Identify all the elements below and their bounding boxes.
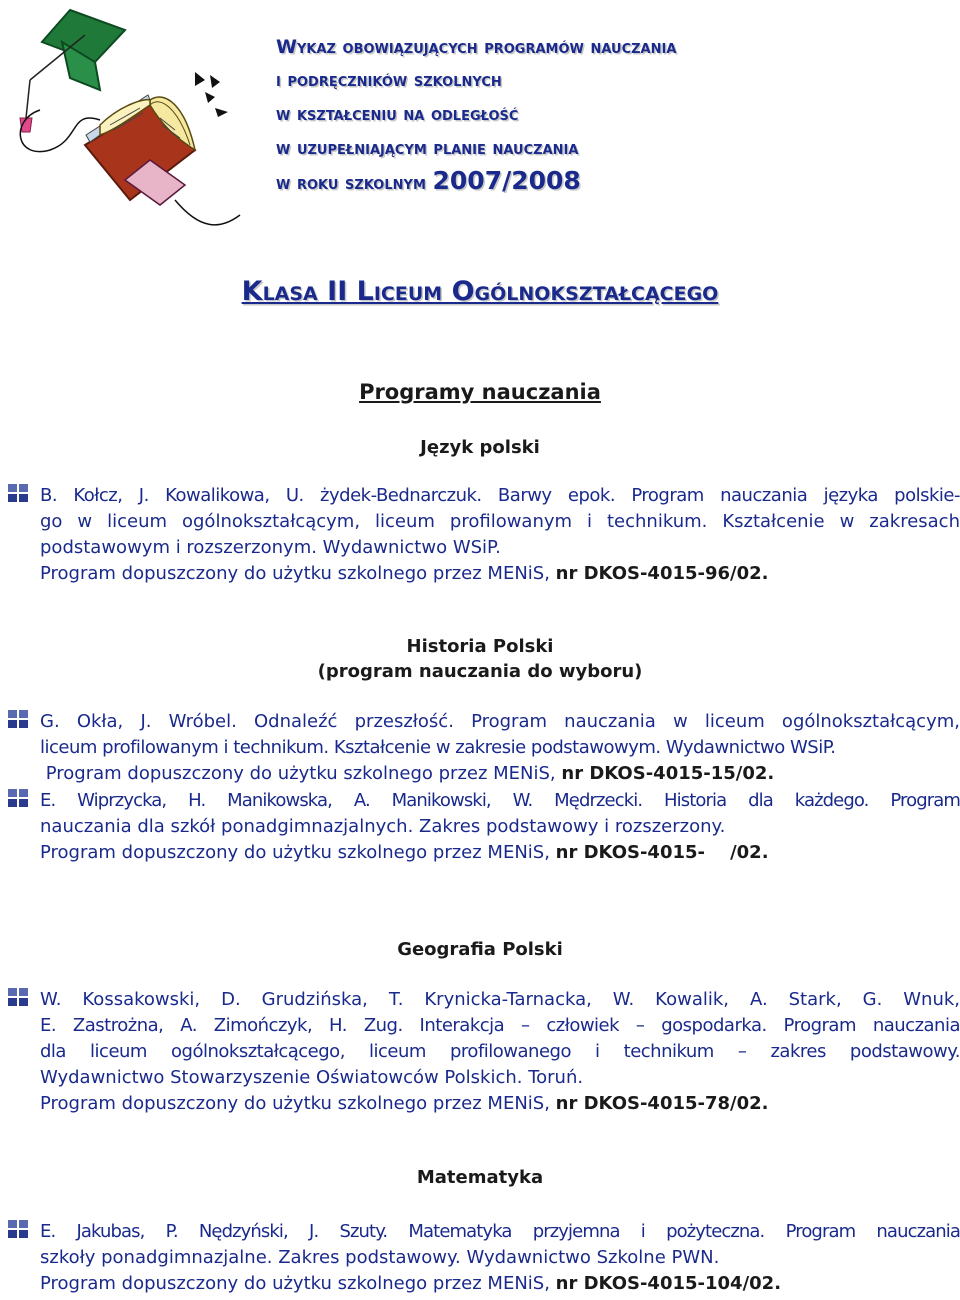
title-line-1: Wykaz obowiązujących programów nauczania: [276, 36, 677, 58]
approval-text: Program dopuszczony do użytku szkolnego przez MENiS,: [40, 842, 556, 863]
class-title: Klasa II Liceum Ogólnokształcącego: [241, 276, 719, 307]
approval-text: Program dopuszczony do użytku szkolnego przez MENiS,: [40, 763, 562, 784]
blue-squares-bullet-icon: [7, 788, 29, 808]
entry-text-line: szkoły ponadgimnazjalne. Zakres podstawowy. Wydawnictwo Szkolne PWN.: [40, 1247, 720, 1268]
subject-heading-geography: Geografia Polski: [397, 939, 563, 960]
entry-text-line: E. Zastrożna, A. Zimończyk, H. Zug. Interakcja – człowiek – gospodarka. Program nauczania: [40, 1015, 960, 1036]
approval-number: nr DKOS-4015-78/02.: [555, 1093, 769, 1114]
approval-number: nr DKOS-4015-96/02.: [555, 563, 769, 584]
entry-text-line: B. Kołcz, J. Kowalikowa, U. żydek-Bednarczuk. Barwy epok. Program nauczania języka polskie-: [40, 485, 960, 506]
blue-squares-bullet-icon: [7, 987, 29, 1007]
entry-text-line: dla liceum ogólnokształcącego, liceum profilowanego i technikum – zakres podstawowy.: [40, 1041, 960, 1062]
entry-text-line: podstawowym i rozszerzonym. Wydawnictwo WSiP.: [40, 537, 501, 558]
approval-line: [40, 1091, 960, 1117]
blue-squares-bullet-icon: [7, 1219, 29, 1239]
entry-text-line: Wydawnictwo Stowarzyszenie Oświatowców Polskich. Toruń.: [40, 1067, 584, 1088]
entry-text-line: W. Kossakowski, D. Grudzińska, T. Krynicka-Tarnacka, W. Kowalik, A. Stark, G. Wnuk,: [40, 989, 960, 1010]
graduation-cap-book-icon: [0, 0, 270, 270]
title-line-5: [276, 166, 581, 195]
entry-text-line: G. Okła, J. Wróbel. Odnaleźć przeszłość. Program nauczania w liceum ogólnokształcącym,: [40, 711, 960, 732]
list-item: [40, 483, 960, 587]
subject-heading-history: Historia Polski: [406, 636, 554, 657]
entry-text-line: nauczania dla szkół ponadgimnazjalnych. Zakres podstawowy i rozszerzony.: [40, 816, 726, 837]
entry-text-line: E. Wiprzycka, H. Manikowska, A. Manikowski, W. Mędrzecki. Historia dla każdego. Program: [40, 790, 960, 811]
subject-heading-math: Matematyka: [416, 1167, 544, 1188]
entry-text-line: E. Jakubas, P. Nędzyński, J. Szuty. Matematyka przyjemna i pożyteczna. Program nauczania: [40, 1221, 960, 1242]
subject-note: (program nauczania do wyboru): [317, 661, 643, 682]
approval-number: nr DKOS-4015-15/02.: [561, 763, 775, 784]
list-item: [40, 987, 960, 1117]
approval-text: Program dopuszczony do użytku szkolnego przez MENiS,: [40, 563, 556, 584]
list-item: [40, 788, 960, 866]
blue-squares-bullet-icon: [7, 483, 29, 503]
approval-text: Program dopuszczony do użytku szkolnego przez MENiS,: [40, 1093, 556, 1114]
approval-line: [40, 840, 960, 866]
school-year: 2007/2008: [432, 166, 581, 195]
blue-squares-bullet-icon: [7, 709, 29, 729]
title-line-2: i podręczników szkolnych: [276, 69, 502, 91]
section-title: Programy nauczania: [359, 380, 601, 404]
school-year-label: w roku szkolnym: [276, 172, 426, 194]
approval-text: Program dopuszczony do użytku szkolnego przez MENiS,: [40, 1273, 556, 1294]
approval-number: nr DKOS-4015- /02.: [555, 842, 769, 863]
approval-line: [40, 561, 960, 587]
title-line-4: w uzupełniającym planie nauczania: [276, 137, 579, 159]
entry-text-line: go w liceum ogólnokształcącym, liceum profilowanym i technikum. Kształcenie w zakresach: [40, 511, 960, 532]
approval-number: nr DKOS-4015-104/02.: [555, 1273, 782, 1294]
approval-line: [40, 1271, 960, 1297]
list-item: [40, 709, 960, 787]
subject-heading-polish: Język polski: [420, 437, 540, 458]
title-line-3: w kształceniu na odległość: [276, 103, 519, 125]
entry-text-line: liceum profilowanym i technikum. Kształcenie w zakresie podstawowym. Wydawnictwo WSiP.: [40, 737, 836, 758]
list-item: [40, 1219, 960, 1297]
approval-line: [40, 761, 960, 787]
